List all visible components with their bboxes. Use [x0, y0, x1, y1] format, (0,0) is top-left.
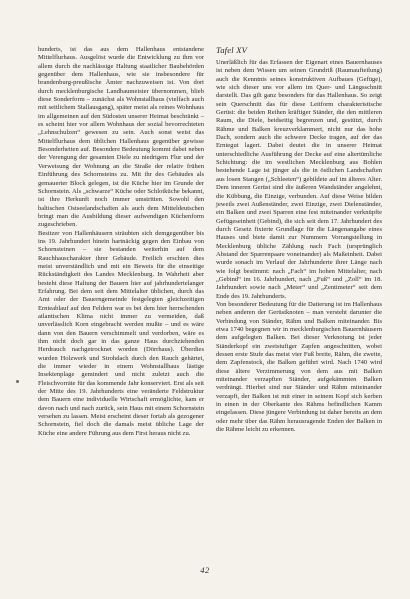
- right-text-column: [216, 45, 382, 434]
- right-paragraph-1: Unerläßlich für das Erfassen der Eigenart eines Bauernhauses ist neben dem Wissen um seinen Grundriß (Raumaufteilung) auch die Kenntnis seines konstruktiven Aufbaues (Gefüge), wie sich dieser uns vor allem im Quer- und Längsschnitt darstellt. Das gilt ganz besonders für das Hallenhaus. So zeigt sein Querschnitt das für diese Leitform charakteristische Gerüst: die beiden Reihen kräftiger Ständer, die den mittleren Raum, die Diele, beidseitig begrenzen und, gestützt, durch Rähme und Balken kreuzverklammert, nicht nur das hohe Dach, sondern auch die schwere Decke tragen, auf der das Erntegut lagert. Dabei deutet die in unserer Heimat unterschiedliche Ausführung der Decke auf eine altertümliche Schichtung: die im westlichen Mecklenburg aus Bohlen bestehende Lage ist jünger als die in östlichen Landschaften aus losen Stangen („Schleeten“) gebildete auf im älteres Alter. Dem inneren Gerüst sind die äußeren Wandständer angelehnt, die Kübbung, die Einzige, verbunden. Auf diese Weise bilden jeweils zwei Außenständer, zwei Einzige, zwei Dielenständer, ein Balken und zwei Sparren eine fest miteinander verknüpfte Gefügeseinheit (Gebind), die sich seit dem 17. Jahrhundert des durch Gesetz fixierte Grundlage für die Längenangabe eines Hauses und biete damit zur Nummern Vorrangstellung in Mecklenburg übliche Zählung nach Fach (ursprünglich Abstand der Sparrenpaare voneinander) als Maßeinheit. Dabei wurde sonach im Verlauf der Jahrhunderte ihrer Länge nach wie folgt bestimmt: nach „Fach“ im hohen Mittelalter, nach „Gebind“ im 16. Jahrhundert, nach „Fuß“ und „Zoll“ im 18. Jahrhundert sowie nach „Meter“ und „Zentimeter“ seit dem Ende des 19. Jahrhunderts.: [216, 59, 382, 300]
- margin-dot: [16, 380, 19, 383]
- page-number: 42: [200, 565, 210, 575]
- left-text-column: [38, 46, 204, 438]
- left-paragraph-1: hunderts, ist das aus dem Hallenhaus entstandene Mittelflurhaus. Ausgelöst wurde die Entwicklung zu ihm vor allem durch die nachlässige Haltung staatlicher Baubehörden gegenüber dem Hallenhaus, wie sie insbesondere für brandenburg-preußische Ämter nachzuweisen ist. Von dort durch mecklenburgische Landbaumeister übernommen, blieb diese Sonderform – zunächst als Wohnstallhaus (vielfach auch mit seitlichem Stallausgang), später meist als reines Wohnhaus im allgemeinen auf den Südosten unserer Heimat beschränkt – es scheint hier vor allem Wohnhaus der sozial bevorrechteten „Lehnschulzen“ gewesen zu sein. Auch sonst weist das Mittelflurhaus dem üblichen Hallenhaus gegenüber gewisse Besonderheiten auf. Besondere Bedeutung kommt dabei neben der Verengung der gesamten Diele zu niedrigem Flur und der Verweisung der Wohnung an die Straße der relativ frühen Einführung des Schornsteins zu. Mit ihr des Gebäudes als gemauerter Block gelegen, ist die Küche hier im Grunde der Schornstein. Als „schwarze“ Küche oder Schlotküche bekannt, ist ihre Herkunft noch immer umstritten. Sowohl den baltischen Ostseelandschaften als auch dem Mitteldeutschen bringt man die Ausbildung dieser aufwendigen Küchenform zugeschrieben.: [38, 46, 204, 229]
- plate-heading: Tafel XV: [216, 45, 248, 55]
- right-paragraph-2: Von besonderer Bedeutung für die Datierung ist im Hallenhaus neben anderen der Gerüstknoten – man versteht darunter die Verbindung von Ständer, Rähm und Balken miteinander. Bis etwa 1740 begegnen wir in mecklenburgischen Bauernhäusern dem aufgelegten Balken. Bei dieser Verknotung ist jeder Ständerkopf ein zweistufiger Zapfen angeschnitten, wobei dessen erste Stufe das meist vier Fuß breite, Rähm, die zweite, dem Zapfenstock, die Balken geführt wird. Nach 1740 wird diese ältere Verzimmerung von dem aus mit Balken miteinander verzapften Ständer, aufgekämmten Balken verdrängt. Hierbei sind nur Ständer und Rähm miteinander verzapft, der Balken ist mit einer in seinem Kopf sich kerben in einen in der Oberkante des Rähms befindlichen Kamm eingelassen. Diese jüngere Verbindung ist daher bereits an dem oder mehr über das Rähm herausragende Enden der Balken in die Rähme leicht zu erkennen.: [216, 300, 382, 434]
- left-paragraph-2: Besitzer von Hallenhäusern sträubten sich demgegenüber bis ins 19. Jahrhundert hinein hartnäckig gegen den Einbau von Schornsteinen – sie bestanden weiterhin auf dem Rauchhauscharakter ihrer Gebäude. Freilich erschien dies meist unverständlich und mit ein Beweis für die einseitige Rückständigkeit des Landes Mecklenburg. In Wahrheit aber besteht diese Haltung der Bauern hier auf jahrhundertelanger Erfahrung. Bei dem seit dem Mittelalter üblichen, durch das Amt oder der Bauerngemeinde festgelegten gleichzeitigen Ernteablauf auf den Feldern war es bei dem hier herrschenden atlantischen Klima nicht immer zu vermeiden, daß unverlässlich Korn eingebracht werden mußte – und es wäre dann von den Bauern verschimmelt und verdorben, wäre es ihm nicht doch gar in das ganze Haus durchziehenden Herdrauch nachgetrocknet worden (Dörrhaus). Überdies wurden Holzwerk und Strohdach durch den Rauch gehärtet, die immer wieder in einem Wohnstallhaus lästige Insektenplage gemindert und nicht zuletzt auch die Fleischvorräte für das kommende Jahr konserviert. Erst als seit der Mitte des 19. Jahrhunderts eine veränderte Feldstruktur dem Bauern eine individuelle Wirtschaft ermöglichte, kam er davon nach und nach zurück, sein Haus mit einem Schornstein versehen zu lassen. Meist erscheint dieser fortab als gezogener Schornstein, fiel doch die damals meist übliche Lage der Küche eine andere Führung aus dem First heraus nicht zu.: [38, 229, 204, 437]
